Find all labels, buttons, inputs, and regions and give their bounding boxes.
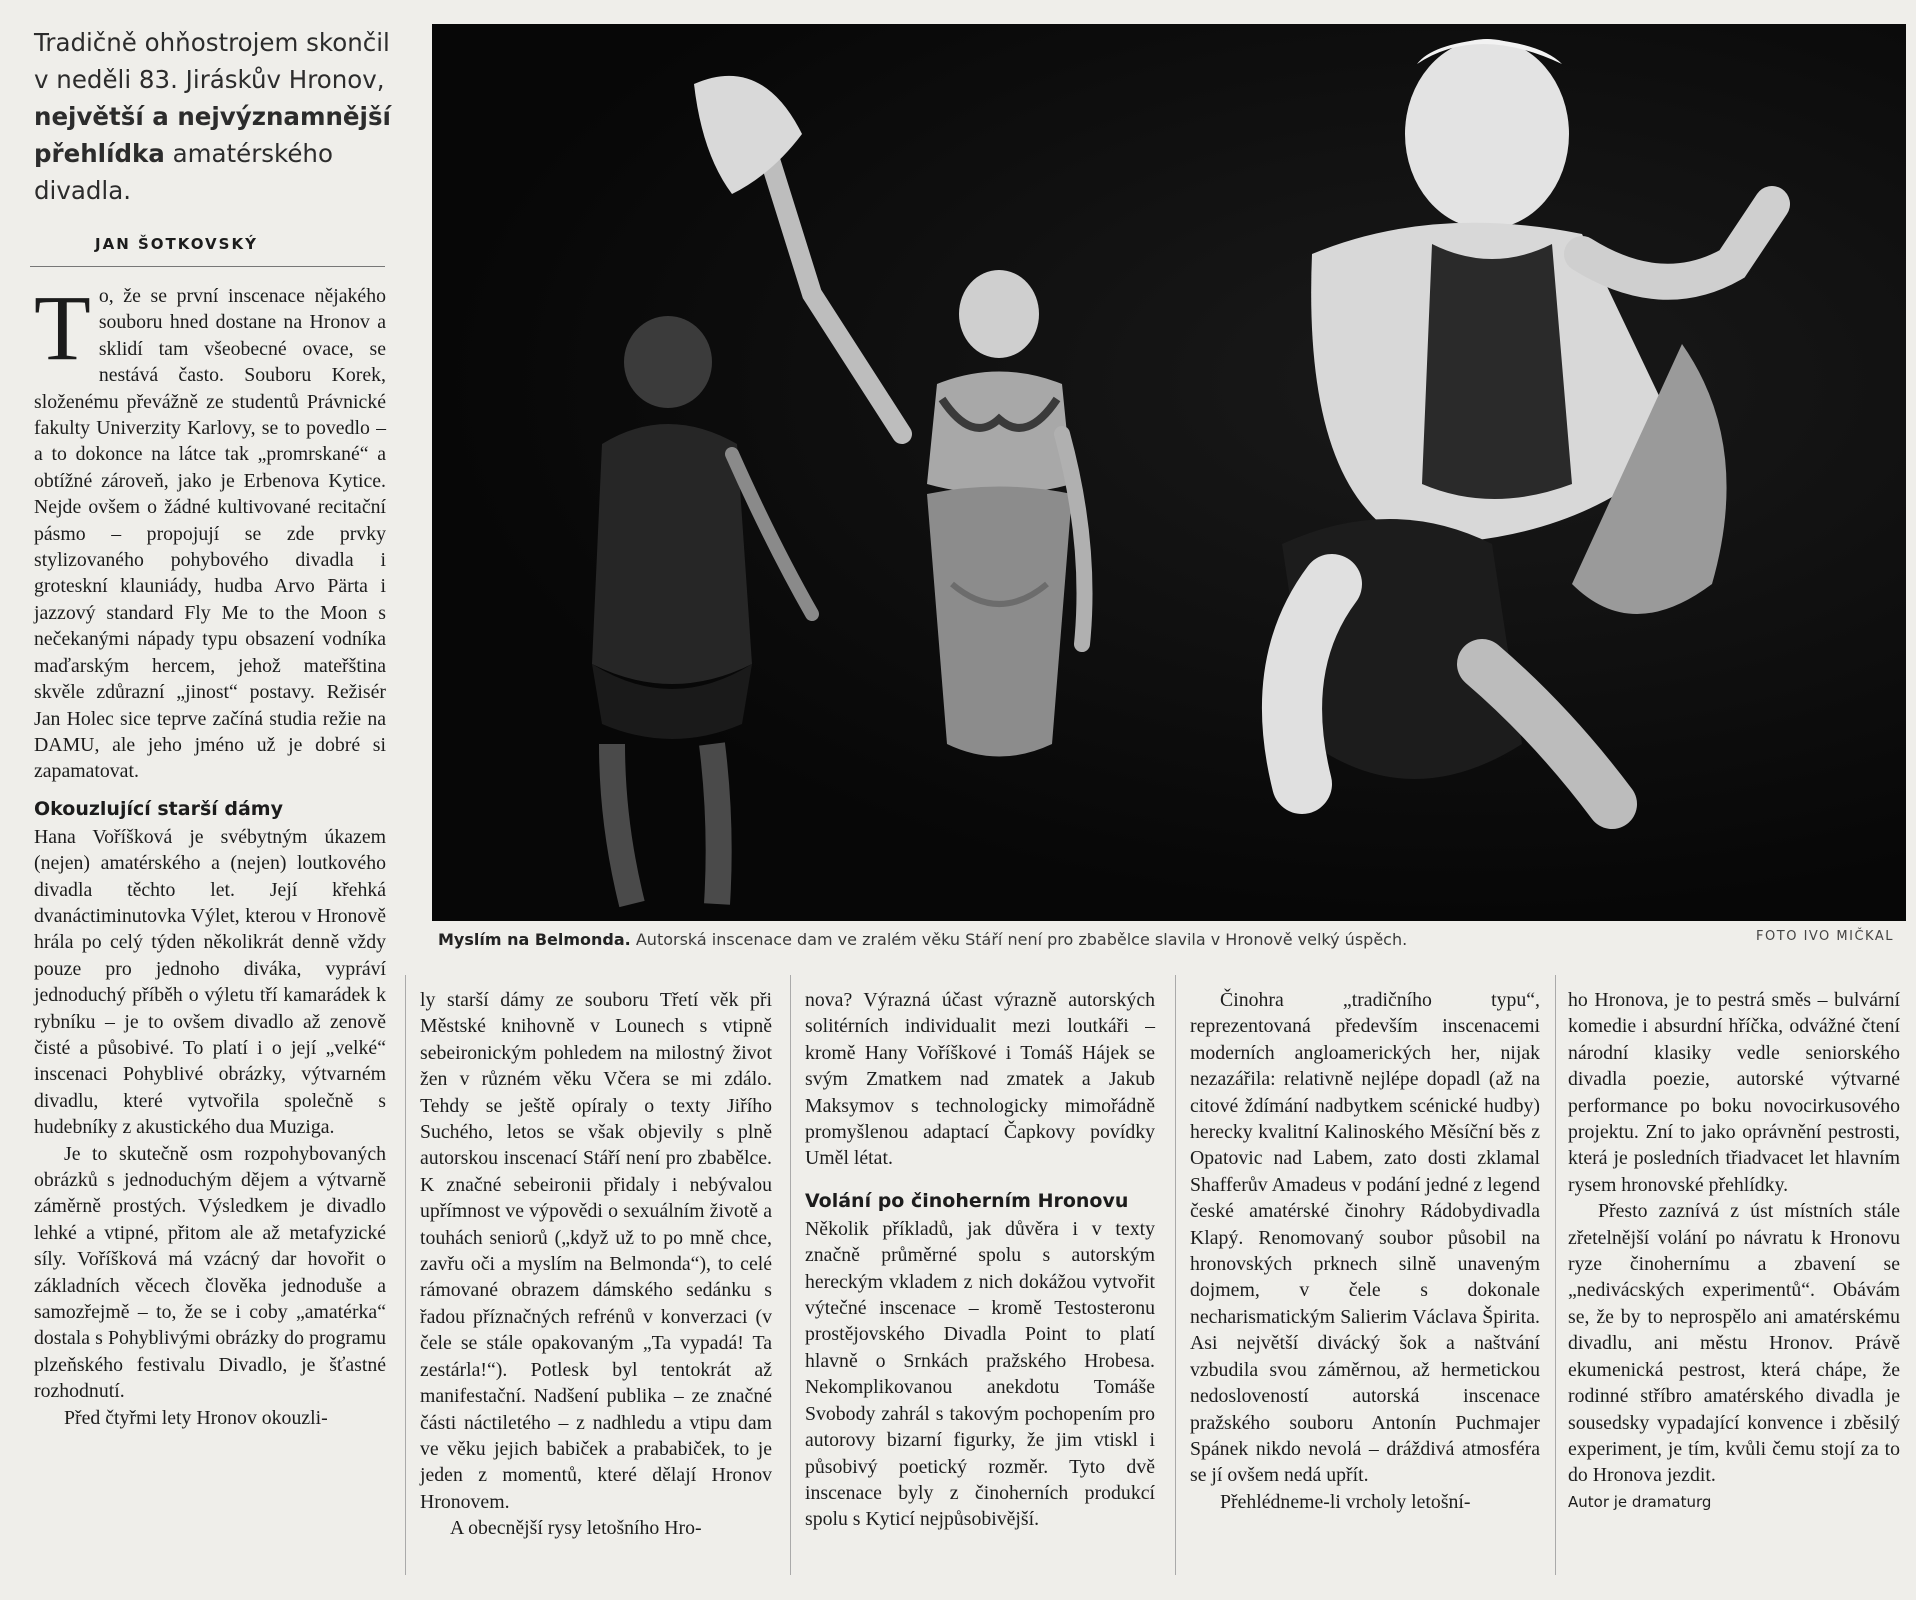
author-note: Autor je dramaturg [1568,1492,1712,1511]
col5-paragraph-1: ho Hronova, je to pestrá směs – bulvární komedie i absurdní hříčka, odvážné čtení národní klasiky vedle seniorského divadla poezie, autorské výtvarné performance po boku novocirkusového projektu. Zní to jako oprávnění pestrosti, která je posledních třiadvacet let hlavním rysem hronovské přehlídky. [1568,989,1900,1196]
caption-text: Autorská inscenace dam ve zralém věku Stáří není pro zbabělce slavila v Hronově velký úspěch. [635,930,1408,949]
photo-illustration [432,24,1906,921]
col1-paragraph-3: Je to skutečně osm rozpohybovaných obrázků s jednoduchým dějem a výtvarně záměrně prostých. Výsledkem je divadlo lehké a vtipné, přitom ale až metafyzické síly. Voříšková má vzácný dar hovořit o základních věcech člověka jednoduše a samozřejmě – to, že se i coby „amatérka“ dostala s Pohyblivými obrázky do programu plzeňského festivalu Divadlo, je šťastné rozhodnutí. [34,1142,386,1403]
col4-paragraph-1: Činohra „tradičního typu“, reprezentovaná především inscenacemi moderních angloamerických her, nijak nezazářila: relativně nejlépe dopadl (až na citové ždímání nadbytkem scénické hudby) herecky kvalitní Kalinoského Měsíční běs z Opatovic nad Labem, zato dosti zklamal Shafferův Amadeus v podání jedné z legend české amatérské činohry Rádobydivadla Klapý. Renomovaný soubor působil na hronovských prknech silně unaveným dojmem, v čele s dokonale necharismatickým Salierim Václava Špirita. Asi největší divácký šok a naštvání vzbudila svou záměrnou, až hermetickou nedosloveností autorská inscenace pražského souboru Antonín Puchmajer Spánek nikdo nevolá – dráždivá atmosféra se jí ovšem nedá upřít. [1190,989,1540,1487]
col5-paragraph-2: Přesto zaznívá z úst místních stále zřetelnější volání po návratu k Hronovu ryze činohernímu a zbavení se „nedivácských experimentů“. Obávám se, že by to neprospělo ani amatérskému divadlu, ani městu Hronov. Právě ekumenická pestrost, která chápe, že rodinné stříbro amatérského divadla je sousedsky vypadající konvence i zběsilý experiment, je tím, kvůli čemu stojí za to do Hronova jezdit. [1568,1200,1900,1487]
column-1 [34,277,386,1431]
article-photo [432,24,1906,921]
column-3 [805,987,1155,1533]
photo-caption [438,929,1904,951]
column-5 [1568,987,1900,1515]
photo-credit: FOTO IVO MIČKAL [1756,929,1894,944]
caption-lead: Myslím na Belmonda. [438,930,631,949]
subheading-volani: Volání po činoherním Hronovu [805,1189,1129,1212]
lead-text-1: Tradičně ohňostrojem skončil v neděli 83. Jiráskův Hronov, [34,28,390,94]
col3-paragraph-1: nova? Výrazná účast výrazně autorských solitérních individualit mezi loutkáři – kromě Hany Voříškové i Tomáš Hájek se svým Zmatkem nad zmatek a Jakub Maksymov s technologicky mimořádně promyšlenou adaptací Čapkovy povídky Uměl létat. [805,989,1155,1170]
col4-paragraph-2: Přehlédneme-li vrcholy letošní- [1220,1490,1471,1513]
col2-last-line: A obecnější rysy letošního Hro- [450,1517,702,1540]
byline-divider [30,266,385,267]
col1-paragraph-4: Před čtyřmi lety Hronov okouzli- [64,1406,328,1429]
article-lead [34,24,394,209]
column-divider [1555,975,1556,1575]
column-4 [1190,987,1540,1515]
col3-paragraph-2: Několik příkladů, jak důvěra i v texty značně průměrné spolu s autorským hereckým vkladem z nich dokážou vytvořit výtečné inscenace – kromě Testosteronu prostějovského Divadla Point to platí hlavně o Srnkách pražského Hrobesa. Nekomplikovanou anekdotu Tomáše Svobody zahrál s takovým pochopením pro autorovy bizarní figurky, že jim vtiskl i působivý poetický rozměr. Tyto dvě inscenace byly z činoherních produkcí spolu s Kyticí nejpůsobivější. [805,1217,1155,1531]
col2-text: ly starší dámy ze souboru Třetí věk při Městské knihovně v Lounech s vtipně sebeironickým pohledem na milostný život žen v různém věku Včera se mi zdálo. Tehdy se ještě opíraly o texty Jiřího Suchého, letos se však objevily s plně autorskou inscenací Stáří není pro zbabělce. K značné sebeironii přidaly i nebývalou upřímnost ve výpovědi o sexuálním životě a touhách seniorů („když už to po mně chce, zavřu oči a myslím na Belmonda“), to celé rámované obrazem dámského sedánku s řadou příznačných refrénů v konverzaci (v čele se stále opakovaným „Ta vypadá! Ta zestárla!“). Potlesk byl tentokrát až manifestační. Nadšení publika – ze značné části náctiletého – z nadhledu a vtipu dam ve věku jejich babiček a prababiček, to je jeden z momentů, které dělají Hronov Hronovem. [420,989,772,1513]
column-divider [790,975,791,1575]
column-divider [1175,975,1176,1575]
byline: JAN ŠOTKOVSKÝ [95,235,258,253]
lead-text-bold: největší a nejvýznamnější přehlídka [34,102,391,168]
drop-cap: T [34,277,91,380]
lead-text-2: amatérského divadla. [34,139,333,205]
column-2 [420,987,772,1542]
col1-paragraph-2: Hana Voříšková je svébytným úkazem (nejen) amatérského a (nejen) loutkového divadla těchto let. Její křehká dvanáctiminutovka Výlet, kterou v Hronově hrála po celý týden několikrát denně vždy pouze pro jednoho diváka, vypráví jednoduchý příběh o výletu tří kamarádek k rybníku – je to ovšem divadlo až zenově čisté a působivé. To platí i o její „velké“ inscenaci Pohyblivé obrázky, výtvarném divadlu, které vytvořila společně s hudebníky z akustického dua Muziga. [34,825,386,1139]
subheading-okouzlujici: Okouzlující starší dámy [34,797,283,820]
col1-paragraph-1: o, že se první inscenace nějakého souboru hned dostane na Hronov a sklidí tam všeobecné ovace, se nestává často. Souboru Korek, složenému převážně ze studentů Právnické fakulty Univerzity Karlovy, se to povedlo – a to dokonce na látce tak „promrskané“ a obtížné zároveň, jako je Erbenova Kytice. Nejde ovšem o žádné kultivované recitační pásmo – propojují se zde prvky stylizovaného pohybového divadla i groteskní klauniády, hudba Arvo Pärta i jazzový standard Fly Me to the Moon s nečekanými nápady typu obsazení vodníka maďarským hercem, jehož mateřština skvěle zdůrazní „jinost“ postavy. Režisér Jan Holec sice teprve začíná studia režie na DAMU, ale jeho jméno už je dobré si zapamatovat. [34,285,386,783]
column-divider [405,975,406,1575]
